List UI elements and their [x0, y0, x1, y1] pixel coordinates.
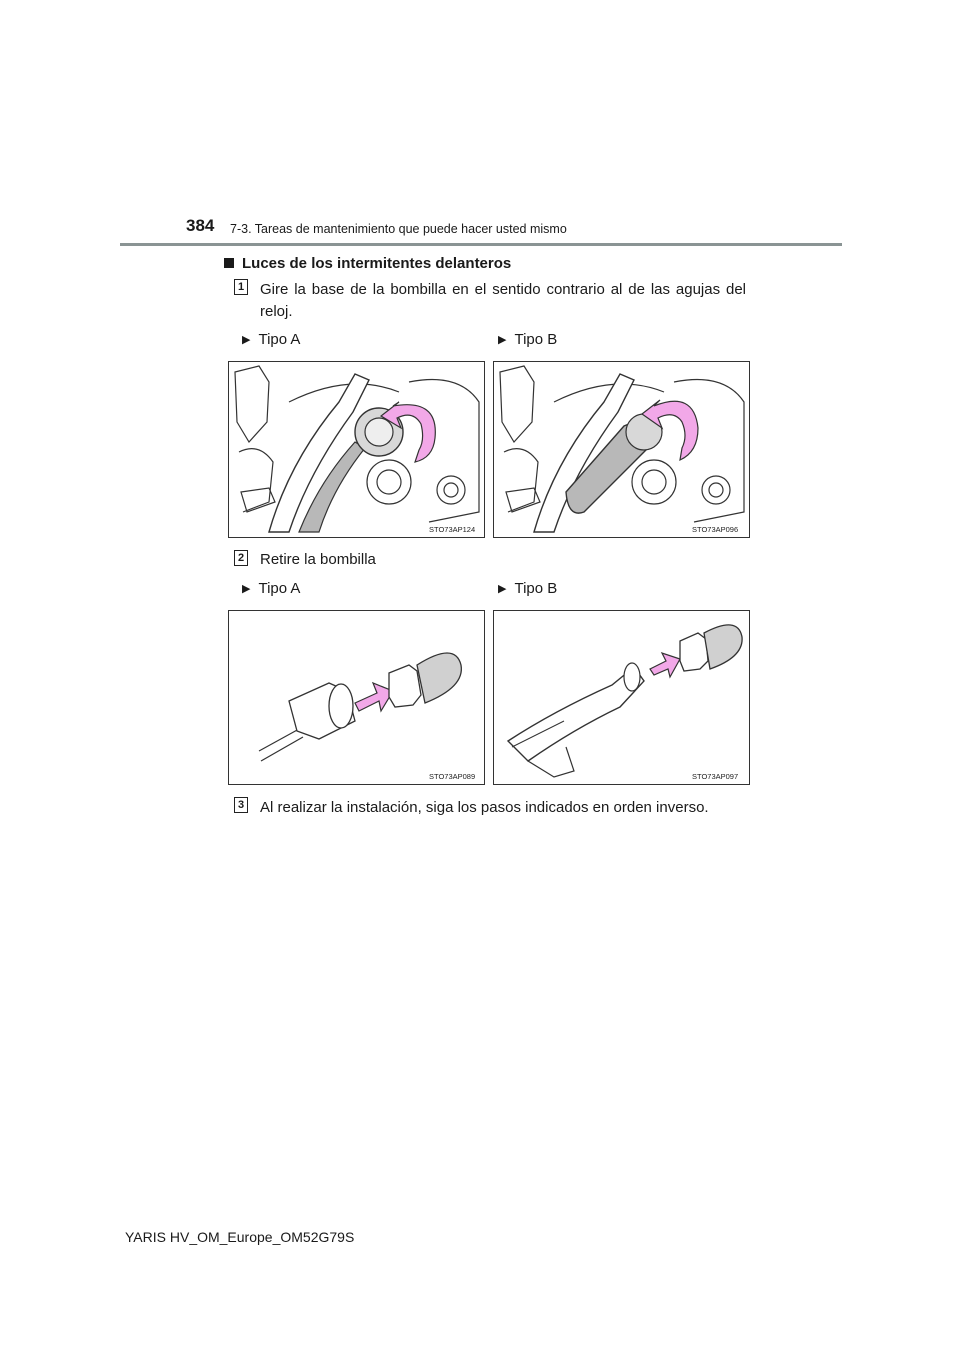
illustration-remove-bulb-type-b: [494, 611, 749, 784]
figure-type-b-remove: [493, 610, 750, 785]
figure-type-a-turn: [228, 361, 485, 538]
figure-code: STO73AP089: [429, 772, 476, 781]
illustration-remove-bulb-type-a: [229, 611, 484, 784]
square-bullet-icon: [224, 258, 234, 268]
triangle-bullet-icon: ▶: [498, 334, 507, 346]
section-heading-text: Luces de los intermitentes delanteros: [242, 255, 512, 272]
section-title: 7-3. Tareas de mantenimiento que puede hacer usted mismo: [230, 222, 567, 236]
triangle-bullet-icon: ▶: [242, 334, 251, 346]
figure-code: STO73AP097: [692, 772, 739, 781]
fig1b-label: ▶ Tipo B: [498, 331, 558, 348]
section-heading: [224, 255, 511, 272]
fig2a-label: ▶ Tipo A: [242, 580, 301, 597]
page-number: 384: [186, 216, 215, 235]
figure-type-b-turn: [493, 361, 750, 538]
triangle-bullet-icon: ▶: [242, 583, 251, 595]
fig2b-label: ▶ Tipo B: [498, 580, 558, 597]
step-1-text: Gire la base de la bombilla en el sentido contrario al de las agujas del reloj.: [260, 281, 746, 320]
triangle-bullet-icon: ▶: [498, 583, 507, 595]
step-1-badge: 1: [234, 279, 248, 295]
figure-code: STO73AP124: [429, 525, 476, 534]
step-3-text: Al realizar la instalación, siga los pasos indicados en orden inverso.: [260, 799, 709, 816]
footer-doc-id: YARIS HV_OM_Europe_OM52G79S: [125, 1229, 355, 1245]
step-2-badge: 2: [234, 550, 248, 566]
step-2-text: Retire la bombilla: [260, 551, 376, 568]
step-3-badge: 3: [234, 797, 248, 813]
illustration-turn-socket-type-a: [229, 362, 484, 537]
figure-type-a-remove: [228, 610, 485, 785]
figure-code: STO73AP096: [692, 525, 739, 534]
header-rule: [120, 243, 842, 246]
fig1a-label: ▶ Tipo A: [242, 331, 301, 348]
illustration-turn-socket-type-b: [494, 362, 749, 537]
